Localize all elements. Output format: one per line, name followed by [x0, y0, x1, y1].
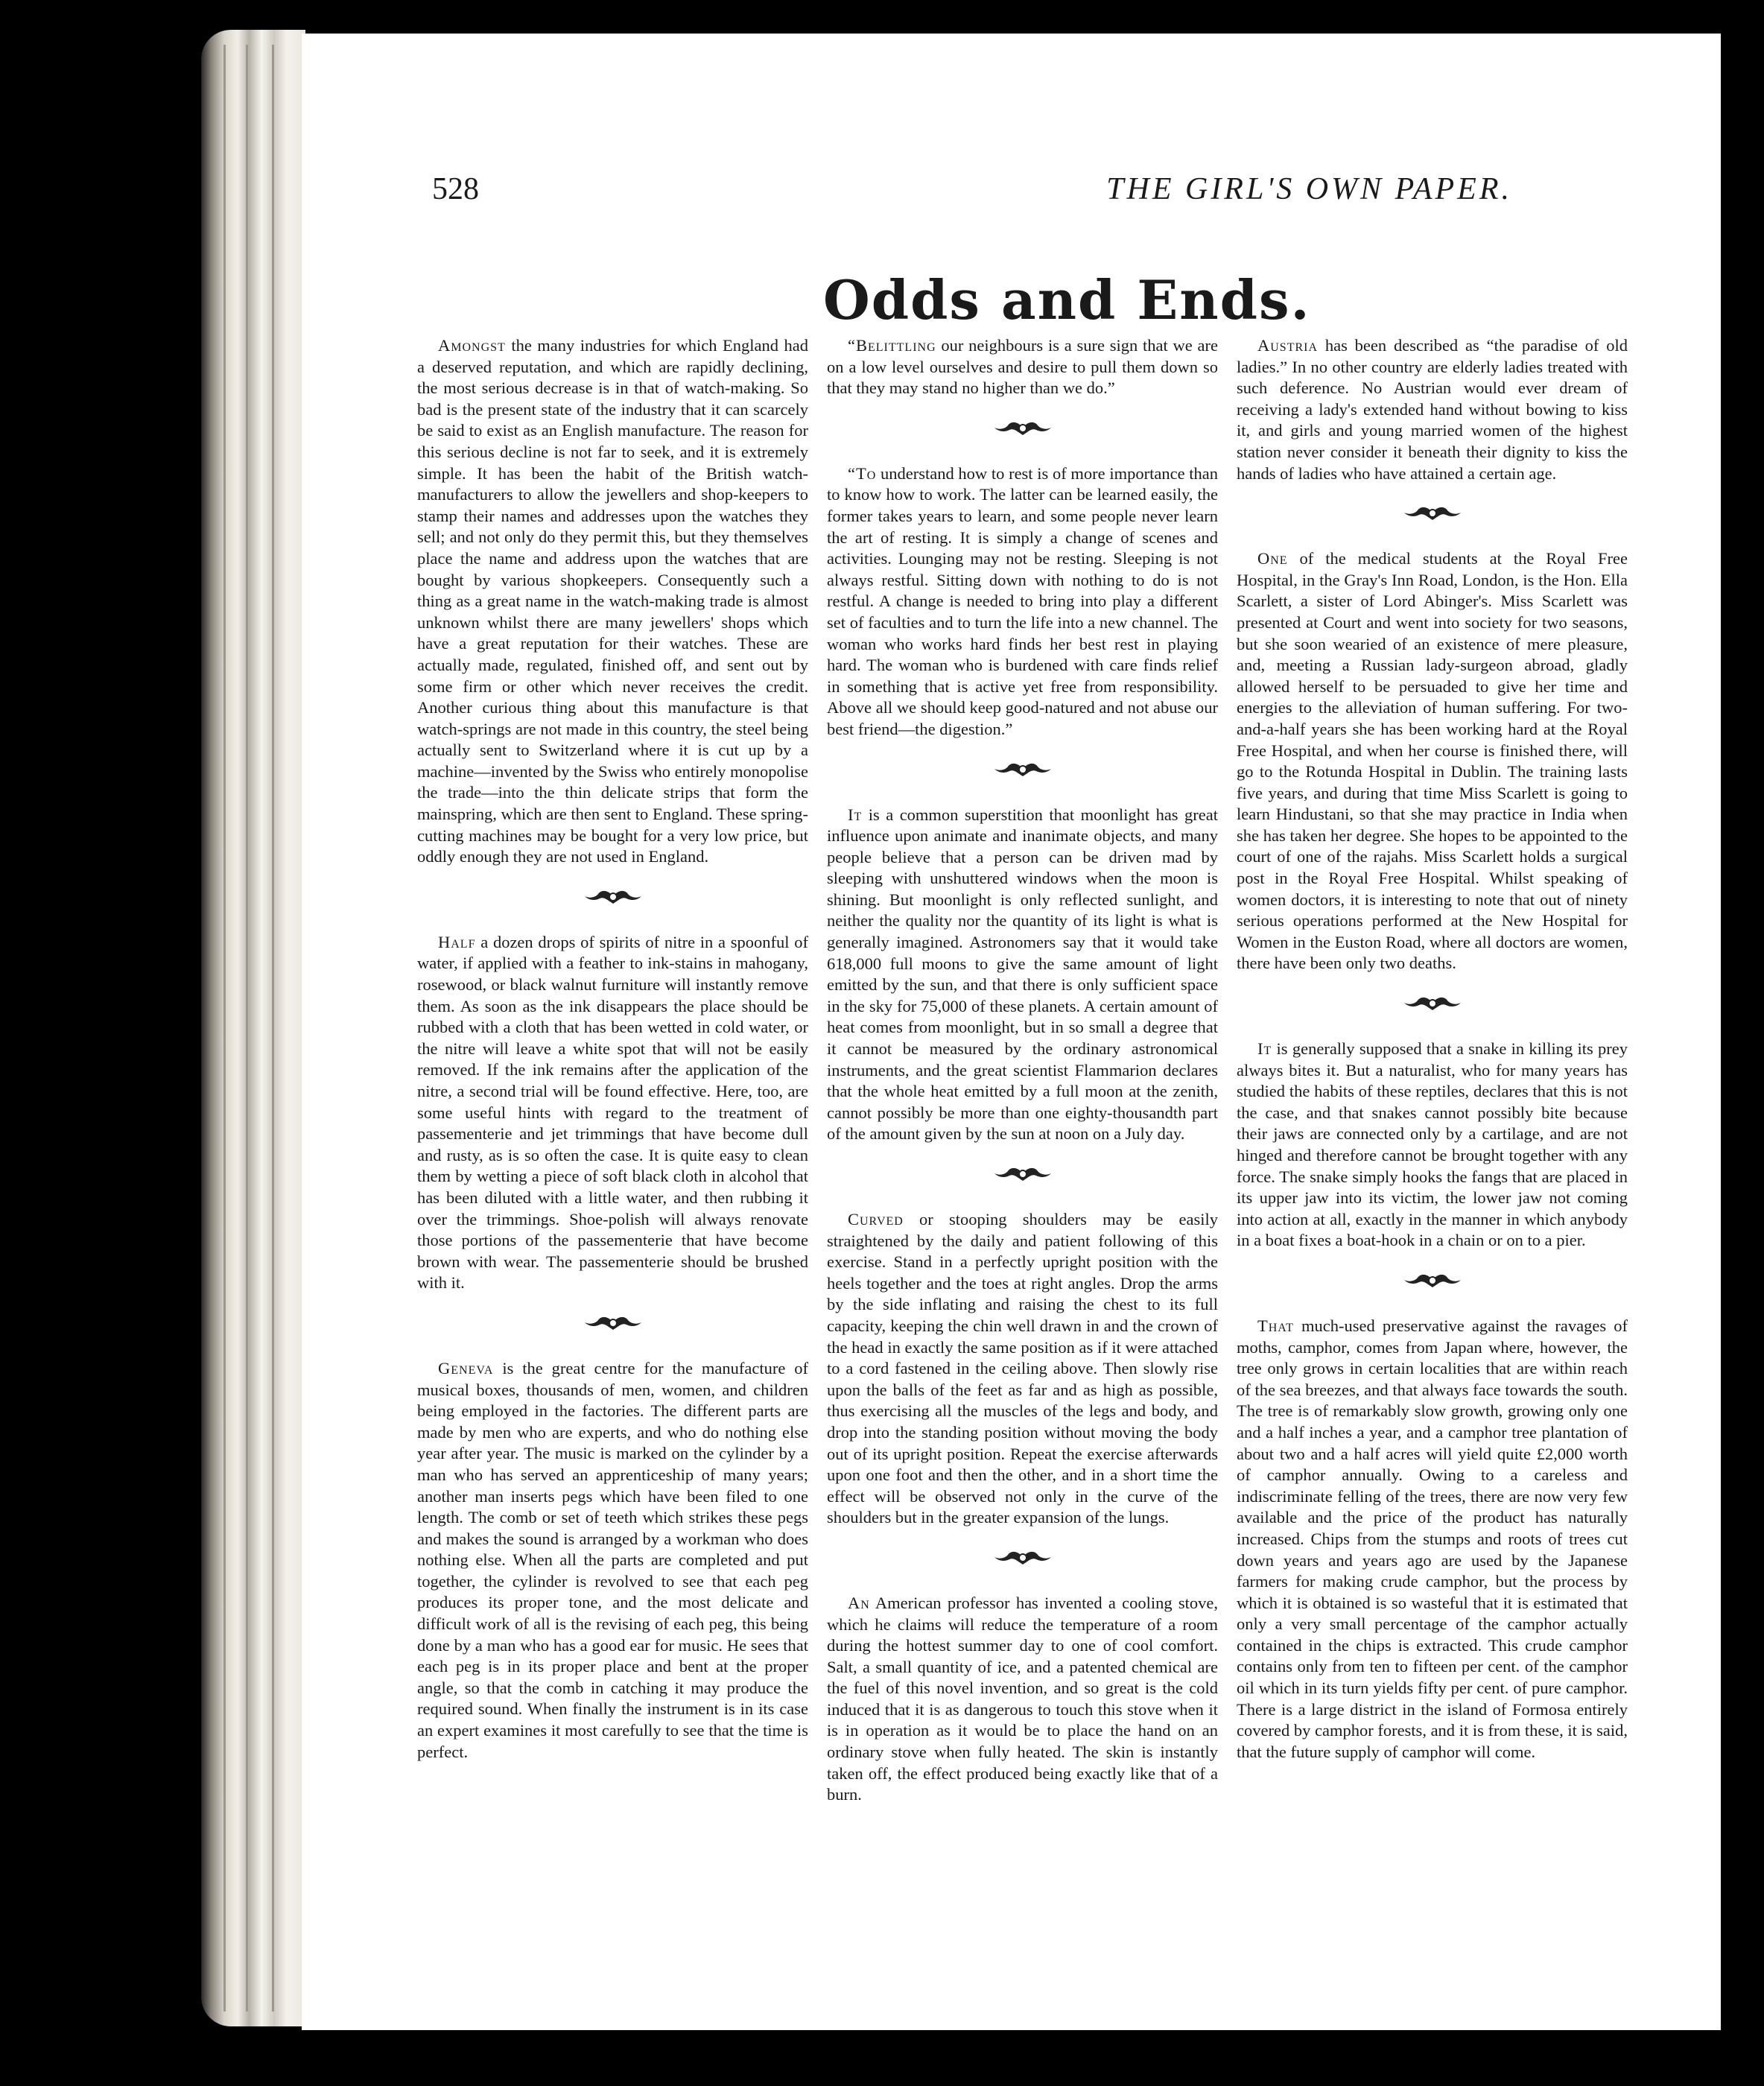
article-paragraph [827, 335, 1218, 399]
ornament-divider-icon [993, 419, 1053, 438]
paragraph-lead-word: Austria [1257, 336, 1319, 355]
paragraph-lead-word: It [1257, 1039, 1272, 1059]
paragraph-text: understand how to rest is of more importance than to know how to work. The latter can be learned easily, the former takes years to learn, and some people never learn the art of resting. It is simply a change of scenes and activities. Lounging may not be resting. Sleeping is not always restful. Sitting down with nothing to do is not restful. A change is needed to bring into play a different set of faculties and to turn the life into a new channel. The woman who works hard finds her best rest in playing hard. The woman who is burdened with care finds relief in something that is active yet free from responsibility. Above all we should keep good-natured and not abuse our best friend—the digestion.” [827, 463, 1218, 738]
article-paragraph [827, 805, 1218, 1146]
section-title: Odds and Ends. [823, 268, 1311, 332]
ornament-divider-icon [1403, 1271, 1462, 1290]
paragraph-text: much-used preservative against the ravages of moths, camphor, comes from Japan where, however, the tree only grows in certain localities that are within reach of the sea breezes, and that always face towards the south. The tree is of remarkably slow growth, growing only one and a half inches a year, and a camphor tree plantation of about two and a half acres will yield quite £2,000 worth of camphor annually. Owing to a careless and indiscriminate felling of the trees, there are now very few available and the price of the product has naturally increased. Chips from the stumps and roots of trees cut down years and years ago are used by the Japanese farmers for making crude camphor, but the process by which it is obtained is so wasteful that it is estimated that only a very small percentage of the camphor actually contained in the chips is extracted. This crude camphor contains only from ten to fifteen per cent. of the camphor oil which in its turn yields fifty per cent. of pure camphor. There is a large district in the island of Formosa entirely covered by camphor forests, and it is from these, it is said, that the future supply of camphor will come. [1237, 1316, 1628, 1761]
ornament-divider-icon [993, 1548, 1053, 1567]
paragraph-text: our neighbours is a sure sign that we are on a low level ourselves and desire to pull them down so that they may stand no higher than we do.” [827, 336, 1218, 398]
ornament-divider-icon [993, 760, 1053, 779]
article-paragraph [417, 335, 808, 868]
page-edge-line [246, 45, 248, 2012]
page-header [432, 171, 1512, 231]
paragraph-lead-word: Amongst [438, 336, 506, 355]
article-paragraph [1237, 335, 1628, 484]
paragraph-lead-word: Half [438, 932, 476, 951]
article-paragraph [1237, 1316, 1628, 1763]
ornament-divider-icon [993, 1164, 1053, 1184]
column-2 [827, 335, 1218, 1806]
article-paragraph [1237, 1039, 1628, 1252]
article-paragraph [827, 1593, 1218, 1806]
page-edge-line [223, 45, 226, 2012]
article-paragraph [827, 463, 1218, 741]
ornament-divider-icon [1403, 504, 1462, 523]
paragraph-text: or stooping shoulders may be easily straightened by the daily and patient following of this exercise. Stand in a perfectly upright position with the heels together and the toes at right angles. Drop the arms by the side inflating and raising the chest to its full capacity, keeping the chin well drawn in and the crown of the head in exactly the same position as if it were attached to a cord fastened in the ceiling above. Then slowly rise upon the balls of the feet as far and as high as possible, thus exercising all the muscles of the legs and body, and drop into the standing position without moving the body out of its upright position. Repeat the exercise afterwards upon one foot and then the other, and in a short time the effect will be observed not only in the curve of the shoulders but in the greater expansion of the lungs. [827, 1210, 1218, 1527]
column-3 [1237, 335, 1628, 1763]
paragraph-lead-word: Curved [848, 1210, 904, 1229]
paragraph-text: is generally supposed that a snake in killing its prey always bites it. But a naturalist, who for many years has studied the habits of these reptiles, declares that this is not the case, and that snakes cannot possibly bite because their jaws are connected only by a cartilage, and are not hinged and therefore cannot be brought together with any force. The snake simply hooks the fangs that are placed in its upper jaw into its victim, the lower jaw not coming into action at all, exactly in the manner in which anybody in a boat fixes a boat-hook in a chain or on to a pier. [1237, 1039, 1628, 1250]
ornament-divider-icon [583, 1313, 643, 1333]
paragraph-text: is a common superstition that moonlight has great influence upon animate and inanimate objects, and many people believe that a person can be driven mad by sleeping with unshuttered windows when the moon is shining. But moonlight is only reflected sunlight, and neither the quality nor the quantity of its light is what is generally imagined. Astronomers say that it would take 618,000 full moons to give the same amount of light emitted by the sun, and that there is only sufficient space in the sky for 75,000 of these planets. A certain amount of heat comes from moonlight, but in so small a degree that it cannot be measured by the ordinary astronomical instruments, and the great scientist Flammarion declares that the whole heat emitted by a full moon at the zenith, cannot possibly be more than one eighty-thousandth part of the amount given by the sun at noon on a July day. [827, 805, 1218, 1144]
paragraph-lead-word: One [1257, 549, 1288, 568]
column-1 [417, 335, 808, 1763]
paragraph-text: of the medical students at the Royal Free Hospital, in the Gray's Inn Road, London, is the Hon. Ella Scarlett, a sister of Lord Abinger's. Miss Scarlett was presented at Court and went into society for two seasons, but she soon wearied of an existence of mere pleasure, and, meeting a Russian lady-surgeon abroad, gladly allowed herself to be persuaded to give her time and energies to the alleviation of human suffering. For two-and-a-half years she has been working hard at the Royal Free Hospital, and when her course is finished there, will go to the Rotunda Hospital in Dublin. The training lasts five years, and during that time Miss Scarlett is going to learn Hindustani, so that she may practice in India when she has taken her degree. She hopes to be appointed to the court of one of the rajahs. Miss Scarlett holds a surgical post in the Royal Free Hospital. Whilst speaking of women doctors, it is interesting to note that out of ninety serious operations performed at the New Hospital for Women in the Euston Road, where all doctors are women, there have been only two deaths. [1237, 549, 1628, 973]
paragraph-lead-word: An [848, 1593, 870, 1612]
page-number: 528 [432, 172, 479, 206]
article-paragraph [417, 1358, 808, 1763]
paragraph-text: is the great centre for the manufacture of musical boxes, thousands of men, women, and children being employed in the factories. The different parts are made by men who are experts, and who do nothing else year after year. The music is marked on the cylinder by a man who has served an apprenticeship of many years; another man inserts pegs which have been filed to one length. The comb or set of teeth which strikes these pegs and makes the sound is arranged by a workman who does nothing else. When all the parts are completed and put together, the cylinder is revolved to see that each peg produces its proper tone, and the most delicate and difficult work of all is the revising of each peg, this being done by a man who has a good ear for music. He sees that each peg is in its proper place and bent at the proper angle, so that the comb in catching it may produce the required sound. When finally the instrument is in its case an expert examines it most carefully to see that the time is perfect. [417, 1358, 808, 1761]
paragraph-lead-word: “To [848, 463, 877, 483]
running-title: THE GIRL'S OWN PAPER. [1106, 172, 1512, 206]
paragraph-lead-word: Geneva [438, 1358, 494, 1378]
page [302, 34, 1721, 2030]
page-edge-line [272, 45, 274, 2012]
paragraph-lead-word: That [1257, 1316, 1294, 1335]
paragraph-lead-word: “Belittling [848, 336, 936, 355]
paragraph-text: a dozen drops of spirits of nitre in a spoonful of water, if applied with a feather to ink-stains in mahogany, rosewood, or black walnut furniture will instantly remove them. As soon as the ink disappears the place should be rubbed with a cloth that has been wetted in cold water, or the nitre will leave a white spot that will not be easily removed. If the ink remains after the application of the nitre, a second trial will be found effective. Here, too, are some useful hints with regard to the treatment of passementerie and jet trimmings that have become dull and rusty, as is so often the case. It is quite easy to clean them by wetting a piece of soft black cloth in alcohol that has been diluted with a little water, and then rubbing it over the trimmings. Shoe-polish will always renovate those portions of the passementerie that have become brown with wear. The passementerie should be brushed with it. [417, 932, 808, 1293]
ornament-divider-icon [1403, 994, 1462, 1013]
paragraph-text: has been described as “the paradise of old ladies.” In no other country are elderly ladies treated with such deference. No Austrian would ever dream of receiving a lady's extended hand without bowing to kiss it, and girls and young married women of the highest station never consider it beneath their dignity to kiss the hands of ladies who have attained a certain age. [1237, 336, 1628, 483]
ornament-divider-icon [583, 887, 643, 907]
paragraph-lead-word: It [848, 805, 863, 824]
paragraph-text: the many industries for which England had a deserved reputation, and which are rapidly declining, the most serious decrease is in that of watch-making. So bad is the present state of the industry that it can scarcely be said to exist as an English manufacture. The reason for this serious decline is not far to seek, and it is extremely simple. It has been the habit of the British watch-manufacturers to allow the jewellers and shop-keepers to stamp their names and addresses upon the watches they sell; and not only do they permit this, but they themselves place the name and address upon the watches that are bought by various shopkeepers. Consequently such a thing as a great name in the watch-making trade is almost unknown whilst there are many jewellers' shops which have a great reputation for their watches. These are actually made, regulated, finished off, and sent out by some firm or other which never receives the credit. Another curious thing about this manufacture is that watch-springs are not made in this country, the steel being actually sent to Switzerland where it is cut up by a machine—invented by the Swiss who entirely monopolise the trade—into the thin delicate strips that form the mainspring, which are then sent to England. These spring-cutting machines may be bought for a very low price, but oddly enough they are not used in England. [417, 336, 808, 866]
paragraph-text: American professor has invented a cooling stove, which he claims will reduce the temperature of a room during the hottest summer day to one of cool comfort. Salt, a small quantity of ice, and a patented chemical are the fuel of this novel invention, and so great is the cold induced that it is as dangerous to touch this stove when it is in operation as it would be to place the hand on an ordinary stove when fully heated. The skin is instantly taken off, the effect produced being exactly like that of a burn. [827, 1593, 1218, 1804]
book-page-edges [201, 30, 305, 2026]
article-paragraph [827, 1209, 1218, 1529]
article-paragraph [417, 932, 808, 1294]
article-paragraph [1237, 548, 1628, 974]
